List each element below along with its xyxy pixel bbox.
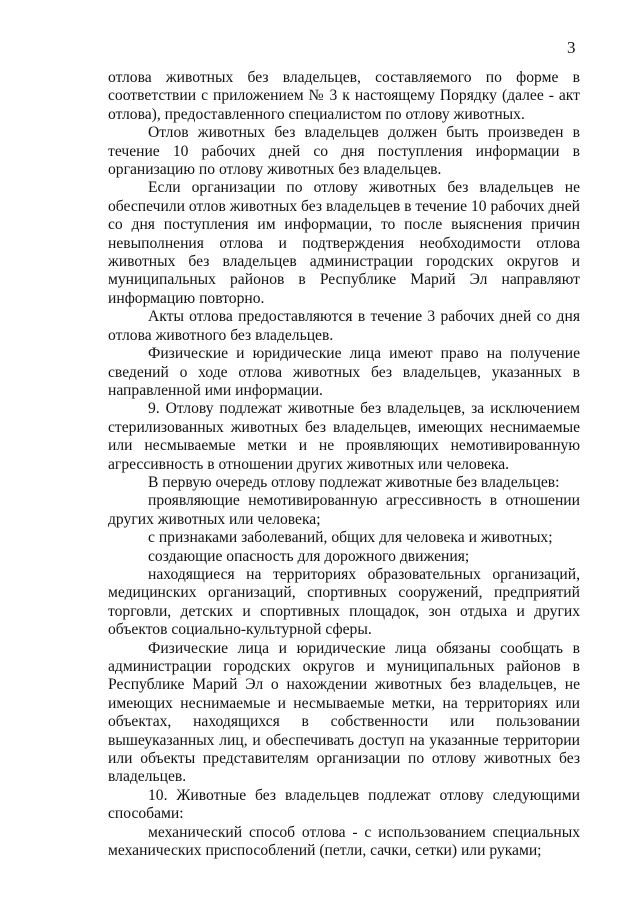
paragraph: 9. Отлову подлежат животные без владельцев, за исключением стерилизованных животных без владельцев, имеющих неснимаемые или несмываемые метки и не проявляющих немотивированную агрессивность в отношении других животных или человека. <box>108 400 580 473</box>
paragraph: отлова животных без владельцев, составляемого по форме в соответствии с приложением № 3 к настоящему Порядку (далее - акт отлова), предоставленного специалистом по отлову животных. <box>108 69 580 123</box>
page-number: 3 <box>567 38 576 57</box>
document-body <box>108 69 580 860</box>
paragraph: Физические и юридические лица имеют право на получение сведений о ходе отлова животных без владельцев, указанных в направленной ими информации. <box>108 345 580 399</box>
paragraph: с признаками заболеваний, общих для человека и животных; <box>148 529 553 547</box>
paragraph: Если организации по отлову животных без владельцев не обеспечили отлов животных без владельцев в течение 10 рабочих дней со дня поступления им информации, то после выяснения причин невыполнения отлова и подтверждения необходимости отлова животных без владельцев администрации городских округов и муниципальных районов в Республике Марий Эл направляют информацию повторно. <box>108 179 580 307</box>
paragraph: Отлов животных без владельцев должен быть произведен в течение 10 рабочих дней со дня поступления информации в организацию по отлову животных без владельцев. <box>108 124 580 179</box>
paragraph: 10. Животные без владельцев подлежат отлову следующими способами: <box>108 786 580 823</box>
paragraph: механический способ отлова - с использованием специальных механических приспособлений (петли, сачки, сетки) или руками; <box>108 823 580 860</box>
paragraph: находящиеся на территориях образовательных организаций, медицинских организаций, спортивных сооружений, предприятий торговли, детских и спортивных площадок, зон отдыха и других объектов социально-культурной сферы. <box>108 565 580 639</box>
paragraph: Физические лица и юридические лица обязаны сообщать в администрации городских округов и муниципальных районов в Республике Марий Эл о нахождении животных без владельцев, не имеющих неснимаемые и несмываемые метки, на территориях или объектах, находящихся в собственности или пользовании вышеуказанных лиц, и обеспечивать доступ на указанные территории или объекты представителям организации по отлову животных без владельцев. <box>108 639 580 786</box>
paragraph: проявляющие немотивированную агрессивность в отношении других животных или человека; <box>108 492 580 528</box>
paragraph: Акты отлова предоставляются в течение 3 рабочих дней со дня отлова животного без владельцев. <box>108 308 580 344</box>
paragraph: создающие опасность для дорожного движения; <box>148 547 470 565</box>
paragraph: В первую очередь отлову подлежат животные без владельцев: <box>148 473 560 491</box>
